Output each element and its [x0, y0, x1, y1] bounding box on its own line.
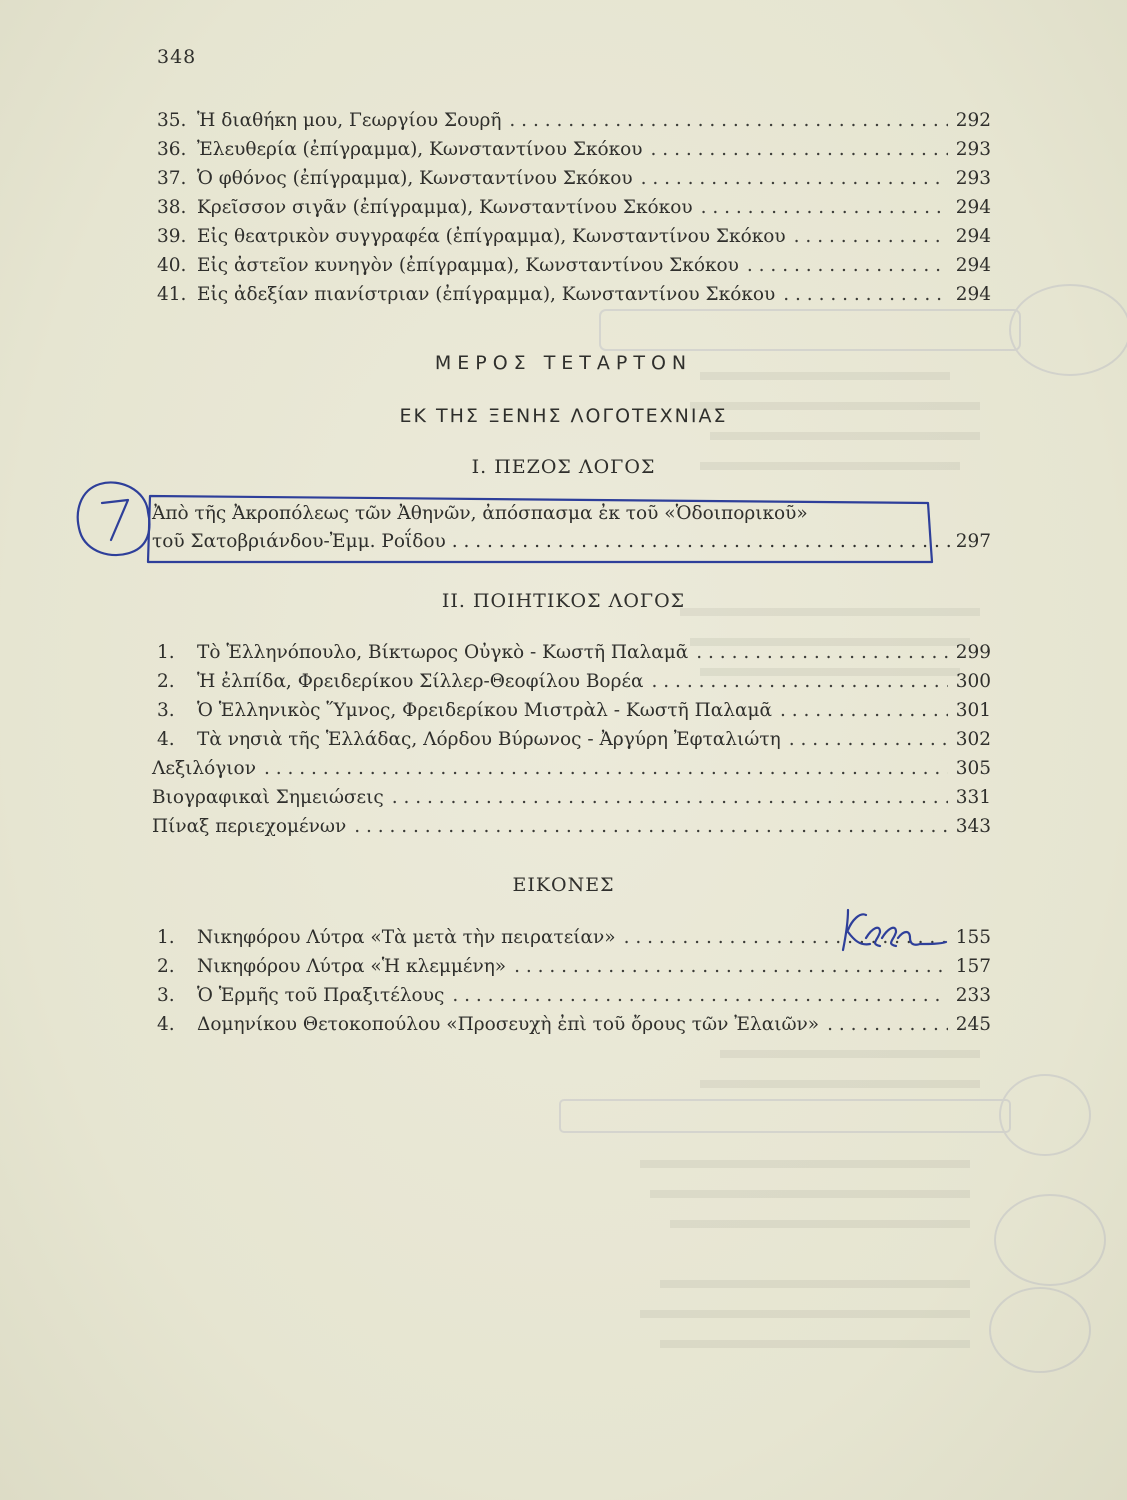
entry-number: 38. [157, 197, 187, 218]
entry-number: 37. [157, 168, 187, 189]
leader-dots [747, 255, 948, 276]
entry-page: 245 [955, 1014, 991, 1035]
entry-title: Ὁ φθόνος (ἐπίγραμμα), Κωνσταντίνου Σκόκου [197, 168, 633, 189]
leader-dots [452, 531, 950, 552]
entry-title: Ἡ ἐλπίδα, Φρειδερίκου Σίλλερ-Θεοφίλου Βορέα [197, 671, 644, 692]
entry-number: 4. [157, 1014, 175, 1035]
entry-title: Τὰ νησιὰ τῆς Ἑλλάδας, Λόρδου Βύρωνος - Ἀργύρη Ἐφταλιώτη [197, 729, 781, 750]
entry-title: Πίναξ περιεχομένων [152, 816, 347, 837]
leader-dots [452, 985, 947, 1006]
toc-entry [157, 197, 991, 224]
toc-entry [157, 255, 991, 282]
entry-title: Δομηνίκου Θετοκοπούλου «Προσευχὴ ἐπὶ τοῦ ὄρους τῶν Ἐλαιῶν» [197, 1014, 820, 1035]
toc-entry [157, 168, 991, 195]
entry-title: Ὁ Ἑρμῆς τοῦ Πραξιτέλους [197, 985, 445, 1006]
toc-entry [157, 671, 991, 698]
pen-number-seven [102, 500, 128, 540]
toc-entry [157, 927, 991, 954]
entry-title: Εἰς θεατρικὸν συγγραφέα (ἐπίγραμμα), Κωνσταντίνου Σκόκου [197, 226, 786, 247]
entry-page: 299 [955, 642, 991, 663]
prose-entry-line-1: Ἀπὸ τῆς Ἀκροπόλεως τῶν Ἀθηνῶν, ἀπόσπασμα ἐκ τοῦ «Ὁδοιπορικοῦ» [152, 503, 808, 524]
entry-title: Ὁ Ἑλληνικὸς Ὕμνος, Φρειδερίκου Μιστρὰλ - Κωστῆ Παλαμᾶ [197, 700, 772, 721]
entry-title: Ἐλευθερία (ἐπίγραμμα), Κωνσταντίνου Σκόκου [197, 139, 643, 160]
toc-entry [157, 729, 991, 756]
toc-entry [157, 1014, 991, 1041]
entry-page: 305 [955, 758, 991, 779]
prose-entry-line-2 [152, 531, 991, 558]
entry-title: Τὸ Ἑλληνόπουλο, Βίκτωρος Οὐγκὸ - Κωστῆ Παλαμᾶ [197, 642, 689, 663]
toc-entry [157, 226, 991, 253]
entry-page: 233 [955, 985, 991, 1006]
page-number: 348 [157, 46, 197, 68]
leader-dots [354, 816, 948, 837]
entry-page: 301 [955, 700, 991, 721]
entry-page: 294 [955, 226, 991, 247]
leader-dots [652, 671, 948, 692]
leader-dots [514, 956, 948, 977]
entry-page: 294 [955, 197, 991, 218]
entry-number: 35. [157, 110, 187, 131]
toc-entry [157, 139, 991, 166]
leader-dots [789, 729, 948, 750]
leader-dots [701, 197, 948, 218]
entry-title: Ἡ διαθήκη μου, Γεωργίου Σουρῆ [197, 110, 502, 131]
toc-entry [152, 787, 991, 814]
entry-title: Λεξιλόγιον [152, 758, 256, 779]
part-title: ΜΕΡΟΣ ΤΕΤΑΡΤΟΝ [434, 352, 693, 374]
leader-dots [780, 700, 948, 721]
toc-entry [152, 816, 991, 843]
entry-page: 294 [955, 255, 991, 276]
entry-number: 40. [157, 255, 187, 276]
toc-entry [157, 700, 991, 727]
entry-title: Κρεῖσσον σιγᾶν (ἐπίγραμμα), Κωνσταντίνου Σκόκου [197, 197, 693, 218]
entry-number: 1. [157, 642, 175, 663]
entry-title: Νικηφόρου Λύτρα «Ἡ κλεμμένη» [197, 956, 507, 977]
entry-page: 331 [955, 787, 991, 808]
toc-entry [157, 284, 991, 311]
entry-number: 2. [157, 671, 175, 692]
entry-number: 39. [157, 226, 187, 247]
entry-number: 36. [157, 139, 187, 160]
toc-entry [157, 985, 991, 1012]
toc-entry [157, 642, 991, 669]
leader-dots [509, 110, 947, 131]
entry-page: 302 [955, 729, 991, 750]
entry-title: Νικηφόρου Λύτρα «Τὰ μετὰ τὴν πειρατείαν» [197, 927, 616, 948]
entry-page: 293 [955, 168, 991, 189]
toc-entry [157, 956, 991, 983]
pen-circle [78, 482, 150, 555]
leader-dots [392, 787, 948, 808]
leader-dots [696, 642, 947, 663]
entry-number: 41. [157, 284, 187, 305]
leader-dots [641, 168, 948, 189]
leader-dots [264, 758, 948, 779]
leader-dots [783, 284, 947, 305]
leader-dots [651, 139, 948, 160]
leader-dots [794, 226, 948, 247]
section-heading-images: ΕΙΚΟΝΕΣ [512, 874, 615, 896]
entry-page: 157 [955, 956, 991, 977]
entry-page: 300 [955, 671, 991, 692]
entry-number: 1. [157, 927, 175, 948]
toc-entry [157, 110, 991, 137]
leader-dots [827, 1014, 948, 1035]
entry-page: 292 [955, 110, 991, 131]
entry-number: 3. [157, 985, 175, 1006]
entry-number: 3. [157, 700, 175, 721]
entry-title: Εἰς ἀδεξίαν πιανίστριαν (ἐπίγραμμα), Κωνσταντίνου Σκόκου [197, 284, 776, 305]
toc-entry [152, 758, 991, 785]
section-heading-poetry: II. ΠΟΙΗΤΙΚΟΣ ΛΟΓΟΣ [441, 590, 686, 612]
entry-number: 4. [157, 729, 175, 750]
section-heading-prose: I. ΠΕΖΟΣ ΛΟΓΟΣ [471, 456, 656, 478]
entry-title: Βιογραφικαὶ Σημειώσεις [152, 787, 384, 808]
leader-dots [624, 927, 948, 948]
entry-page: 293 [955, 139, 991, 160]
part-subtitle: ΕΚ ΤΗΣ ΞΕΝΗΣ ΛΟΓΟΤΕΧΝΙΑΣ [399, 405, 728, 427]
entry-page: 294 [955, 284, 991, 305]
prose-entry-author: τοῦ Σατοβριάνδου-Ἐμμ. Ροΐδου [152, 531, 446, 552]
entry-page: 155 [955, 927, 991, 948]
entry-page: 297 [955, 531, 991, 552]
entry-page: 343 [955, 816, 991, 837]
entry-title: Εἰς ἀστεῖον κυνηγὸν (ἐπίγραμμα), Κωνσταντίνου Σκόκου [197, 255, 739, 276]
entry-number: 2. [157, 956, 175, 977]
